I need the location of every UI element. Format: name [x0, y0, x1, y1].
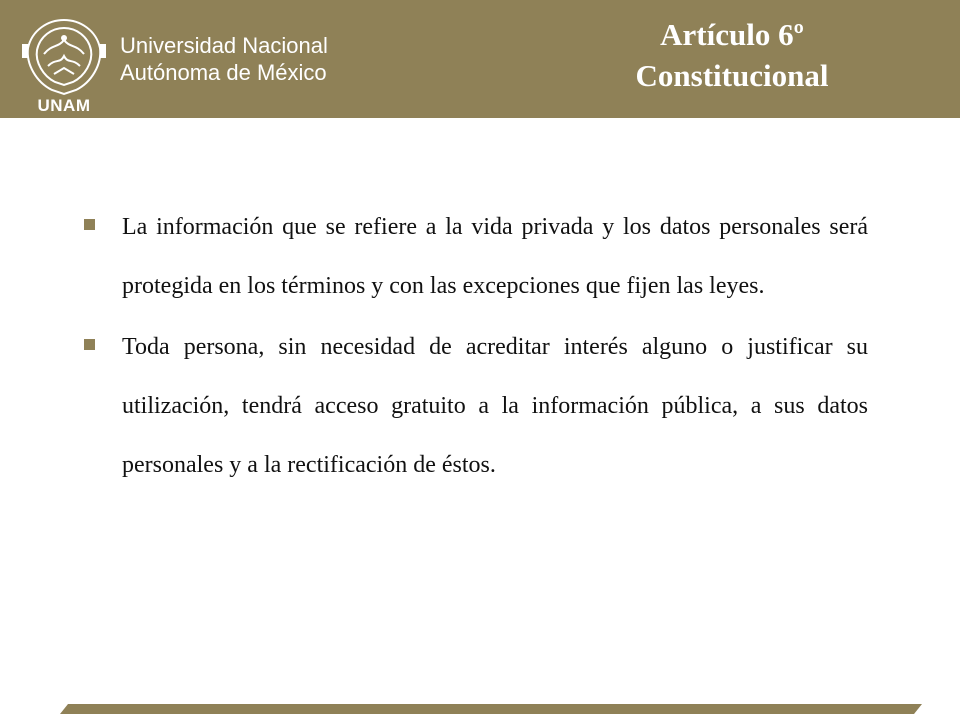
slide-title-line-1: Artículo 6º	[660, 17, 804, 52]
university-name: Universidad Nacional Autónoma de México	[120, 33, 328, 85]
university-logo	[12, 8, 352, 115]
header-bar	[0, 0, 960, 118]
square-bullet-icon	[84, 219, 95, 230]
slide-title-line-2: Constitucional	[635, 58, 829, 93]
slide-title	[582, 14, 882, 96]
square-bullet-icon	[84, 339, 95, 350]
unam-wordmark: UNAM	[37, 96, 91, 115]
footer-decorative-bar	[60, 704, 922, 714]
bullet-text: Toda persona, sin necesidad de acreditar interés alguno o justificar su utilización, tendrá acceso gratuito a la información pública, a sus datos personales y a la rectificación de éstos.	[122, 334, 868, 478]
bullet-item	[84, 198, 868, 316]
unam-seal-icon	[18, 14, 110, 98]
bullet-text: La información que se refiere a la vida privada y los datos personales será protegida en los términos y con las excepciones que fijen las leyes.	[122, 214, 868, 299]
bullet-item	[84, 318, 868, 495]
slide-body	[84, 198, 868, 495]
